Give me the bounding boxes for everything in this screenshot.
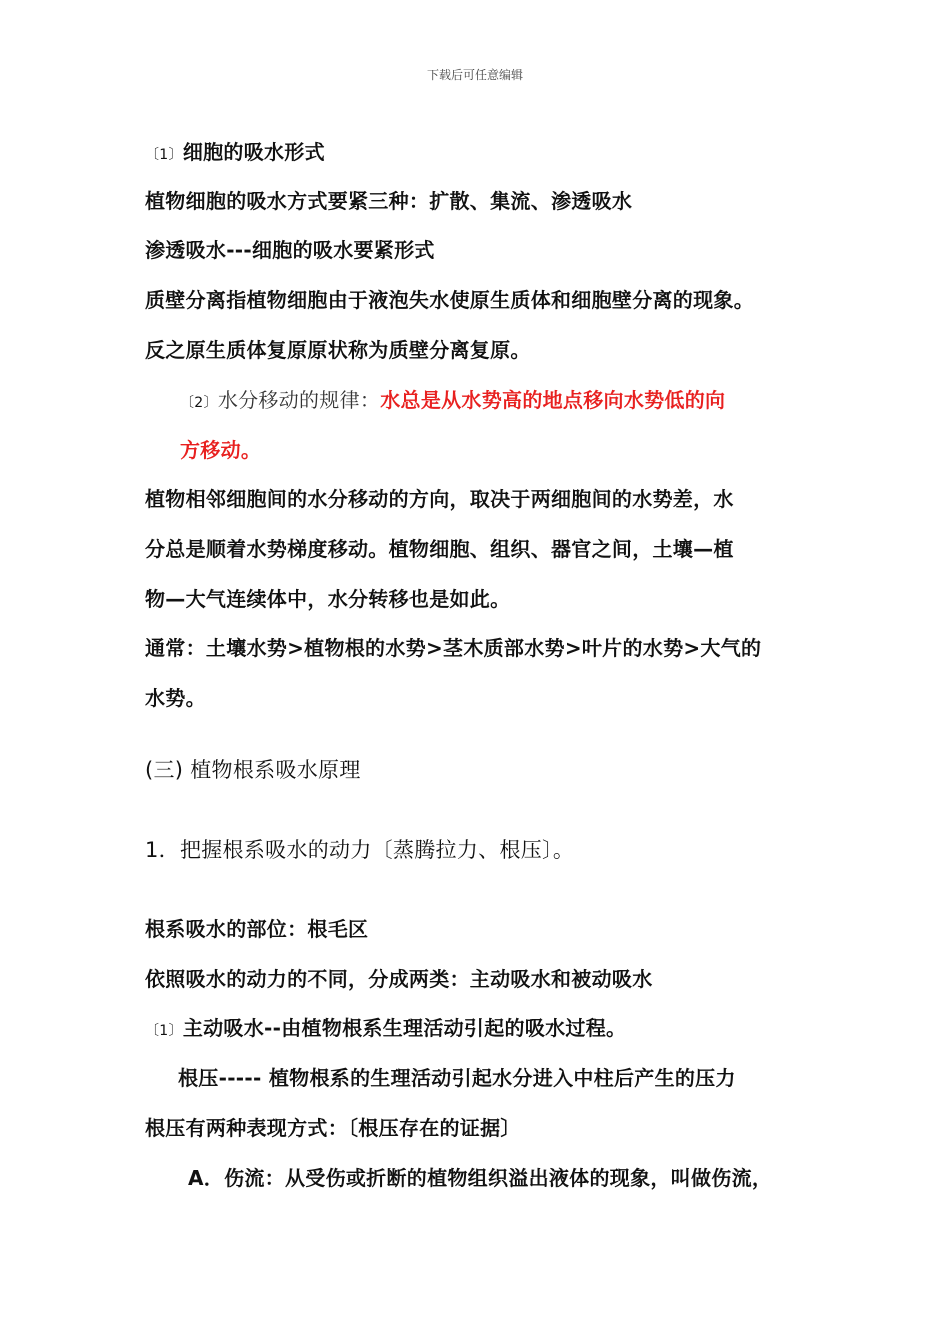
- paragraph: 根压有两种表现方式：〔根压存在的证据〕: [145, 1116, 521, 1140]
- section-heading: (三) 植物根系吸水原理: [145, 758, 361, 782]
- list-marker: 〔1〕: [145, 147, 183, 163]
- paragraph: 分总是顺着水势梯度移动。植物细胞、组织、器官之间，土壤—植: [145, 537, 734, 561]
- page-header: 下载后可任意编辑: [426, 68, 523, 82]
- paragraph: 反之原生质体复原原状称为质壁分离复原。: [145, 338, 531, 362]
- subheading: 水分移动的规律：: [217, 388, 381, 412]
- paragraph: 依照吸水的动力的不同，分成两类：主动吸水和被动吸水: [145, 967, 653, 991]
- paragraph: 水势。: [145, 686, 206, 710]
- paragraph-active-absorption: [145, 1013, 626, 1046]
- paragraph-water-movement-rule: [180, 385, 725, 418]
- paragraph: 根系吸水的部位：根毛区: [145, 917, 369, 941]
- paragraph: 根压----- 植物根系的生理活动引起水分进入中柱后产生的压力: [178, 1066, 736, 1090]
- list-item-heading: 1．把握根系吸水的动力〔蒸腾拉力、根压〕。: [145, 838, 575, 862]
- list-marker: 〔1〕: [145, 1023, 183, 1039]
- highlight-text: 水总是从水势高的地点移向水势低的向: [380, 388, 726, 412]
- paragraph: A．伤流：从受伤或折断的植物组织溢出液体的现象，叫做伤流，: [188, 1166, 773, 1190]
- paragraph: 渗透吸水---细胞的吸水要紧形式: [145, 238, 435, 262]
- highlight-text: 方移动。: [180, 438, 262, 462]
- paragraph-text: 主动吸水--由植物根系生理活动引起的吸水过程。: [182, 1016, 627, 1040]
- paragraph-cell-water-forms: [145, 137, 325, 170]
- paragraph: 植物细胞的吸水方式要紧三种：扩散、集流、渗透吸水: [145, 189, 633, 213]
- subheading: 细胞的吸水形式: [182, 140, 325, 164]
- paragraph: 植物相邻细胞间的水分移动的方向，取决于两细胞间的水势差，水: [145, 487, 734, 511]
- paragraph: 质壁分离指植物细胞由于液泡失水使原生质体和细胞壁分离的现象。: [145, 288, 754, 312]
- list-marker: 〔2〕: [180, 395, 218, 411]
- paragraph: 通常：土壤水势>植物根的水势>茎木质部水势>叶片的水势>大气的: [145, 636, 762, 660]
- paragraph: 物—大气连续体中，水分转移也是如此。: [145, 587, 511, 611]
